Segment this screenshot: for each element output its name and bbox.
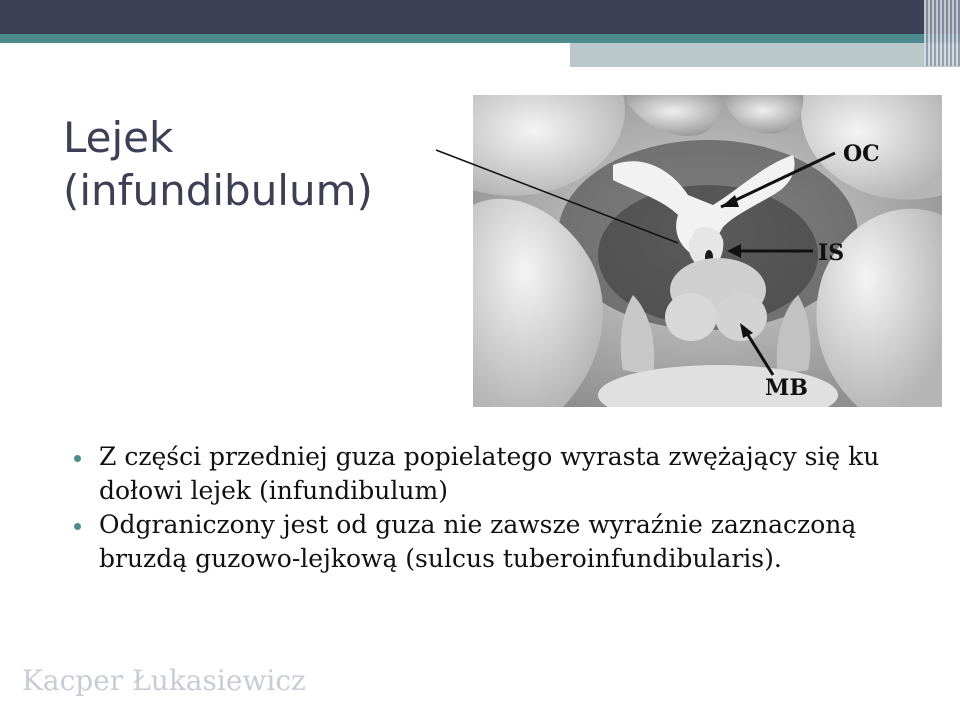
bullet-text: Odgraniczony jest od guza nie zawsze wyraźnie zaznaczoną bruzdą guzowo-lejkową (sulcus tuberoinfundibularis).: [99, 510, 857, 573]
figure-label-is: IS: [818, 240, 845, 266]
bullet-text: Z części przedniej guza popielatego wyrasta zwężający się ku dołowi lejek (infundibulum): [99, 442, 880, 505]
author-footer: Kacper Łukasiewicz: [22, 664, 306, 697]
figure-label-mb: MB: [765, 375, 808, 401]
bullet-item: [72, 440, 932, 508]
title-line-2: (infundibulum): [63, 165, 373, 215]
title-line-1: Lejek: [63, 113, 174, 162]
figure-label-oc: OC: [843, 141, 880, 167]
bullet-item: [72, 508, 932, 576]
bullet-list: [72, 440, 932, 576]
pointer-line: [436, 150, 678, 243]
bullet-dot-icon: [74, 455, 81, 462]
bullet-dot-icon: [74, 523, 81, 530]
